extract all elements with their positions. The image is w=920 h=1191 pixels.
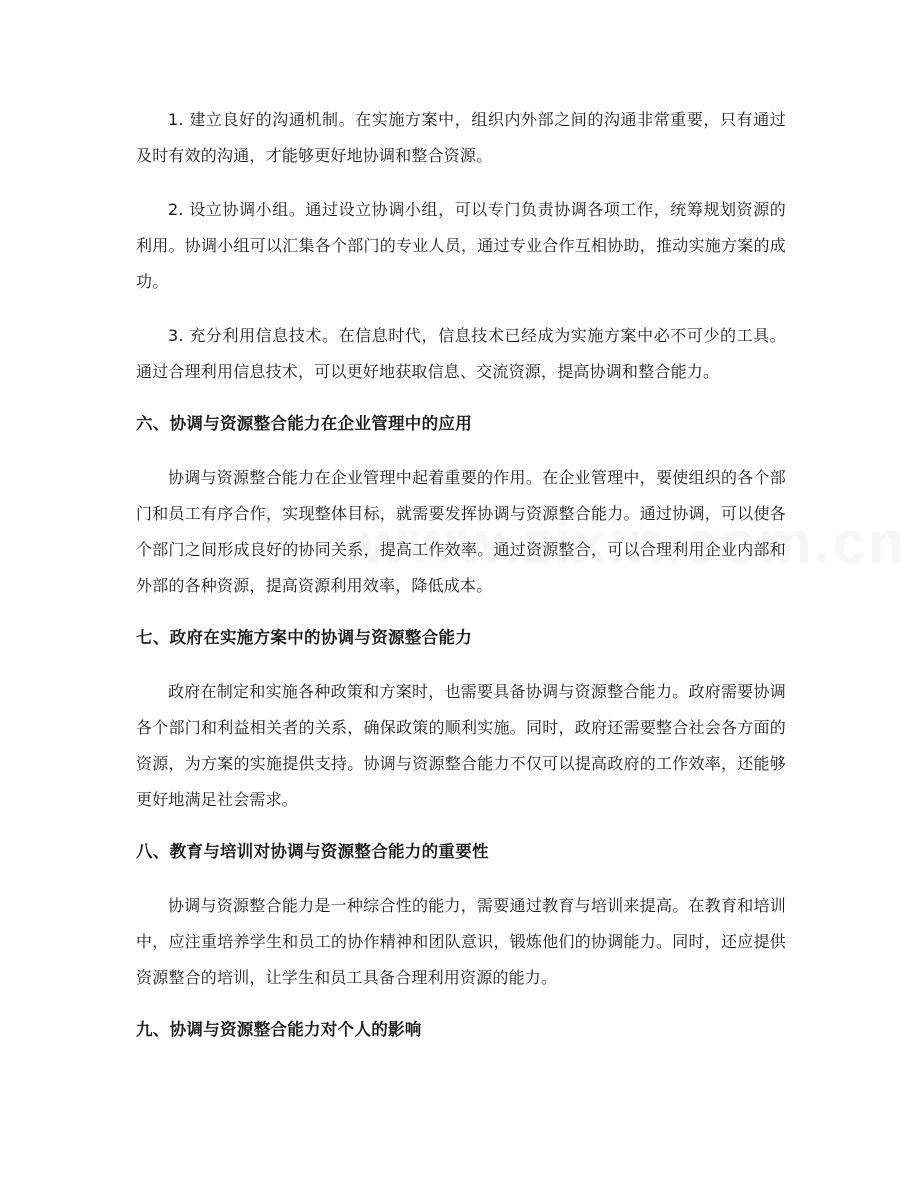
paragraph-education-training: 协调与资源整合能力是一种综合性的能力，需要通过教育与培训来提高。在教育和培训中，应注重培养学生和员工的协作精神和团队意识，锻炼他们的协调能力。同时，还应提供资源整合的培训，让学生和员工具备合理利用资源的能力。: [136, 896, 786, 987]
section-heading-6: 六、协调与资源整合能力在企业管理中的应用: [136, 414, 472, 433]
paragraph-communication: 1. 建立良好的沟通机制。在实施方案中，组织内外部之间的沟通非常重要，只有通过及时有效的沟通，才能够更好地协调和整合资源。: [136, 110, 786, 165]
paragraph-enterprise-management: 协调与资源整合能力在企业管理中起着重要的作用。在企业管理中，要使组织的各个部门和员工有序合作，实现整体目标，就需要发挥协调与资源整合能力。通过协调，可以使各个部门之间形成良好的协同关系，提高工作效率。通过资源整合，可以合理利用企业内部和外部的各种资源，提高资源利用效率，降低成本。: [136, 468, 786, 595]
paragraph-information-technology: 3. 充分利用信息技术。在信息时代，信息技术已经成为实施方案中必不可少的工具。通过合理利用信息技术，可以更好地获取信息、交流资源，提高协调和整合能力。: [136, 326, 786, 381]
section-heading-9: 九、协调与资源整合能力对个人的影响: [136, 1020, 422, 1039]
paragraph-government: 政府在制定和实施各种政策和方案时，也需要具备协调与资源整合能力。政府需要协调各个部门和利益相关者的关系，确保政策的顺利实施。同时，政府还需要整合社会各方面的资源，为方案的实施提供支持。协调与资源整合能力不仅可以提高政府的工作效率，还能够更好地满足社会需求。: [136, 682, 786, 809]
paragraph-coordination-group: 2. 设立协调小组。通过设立协调小组，可以专门负责协调各项工作，统筹规划资源的利用。协调小组可以汇集各个部门的专业人员，通过专业合作互相协助，推动实施方案的成功。: [136, 200, 786, 291]
section-heading-8: 八、教育与培训对协调与资源整合能力的重要性: [136, 842, 489, 861]
document-body: [136, 102, 786, 1066]
section-heading-7: 七、政府在实施方案中的协调与资源整合能力: [136, 628, 472, 647]
